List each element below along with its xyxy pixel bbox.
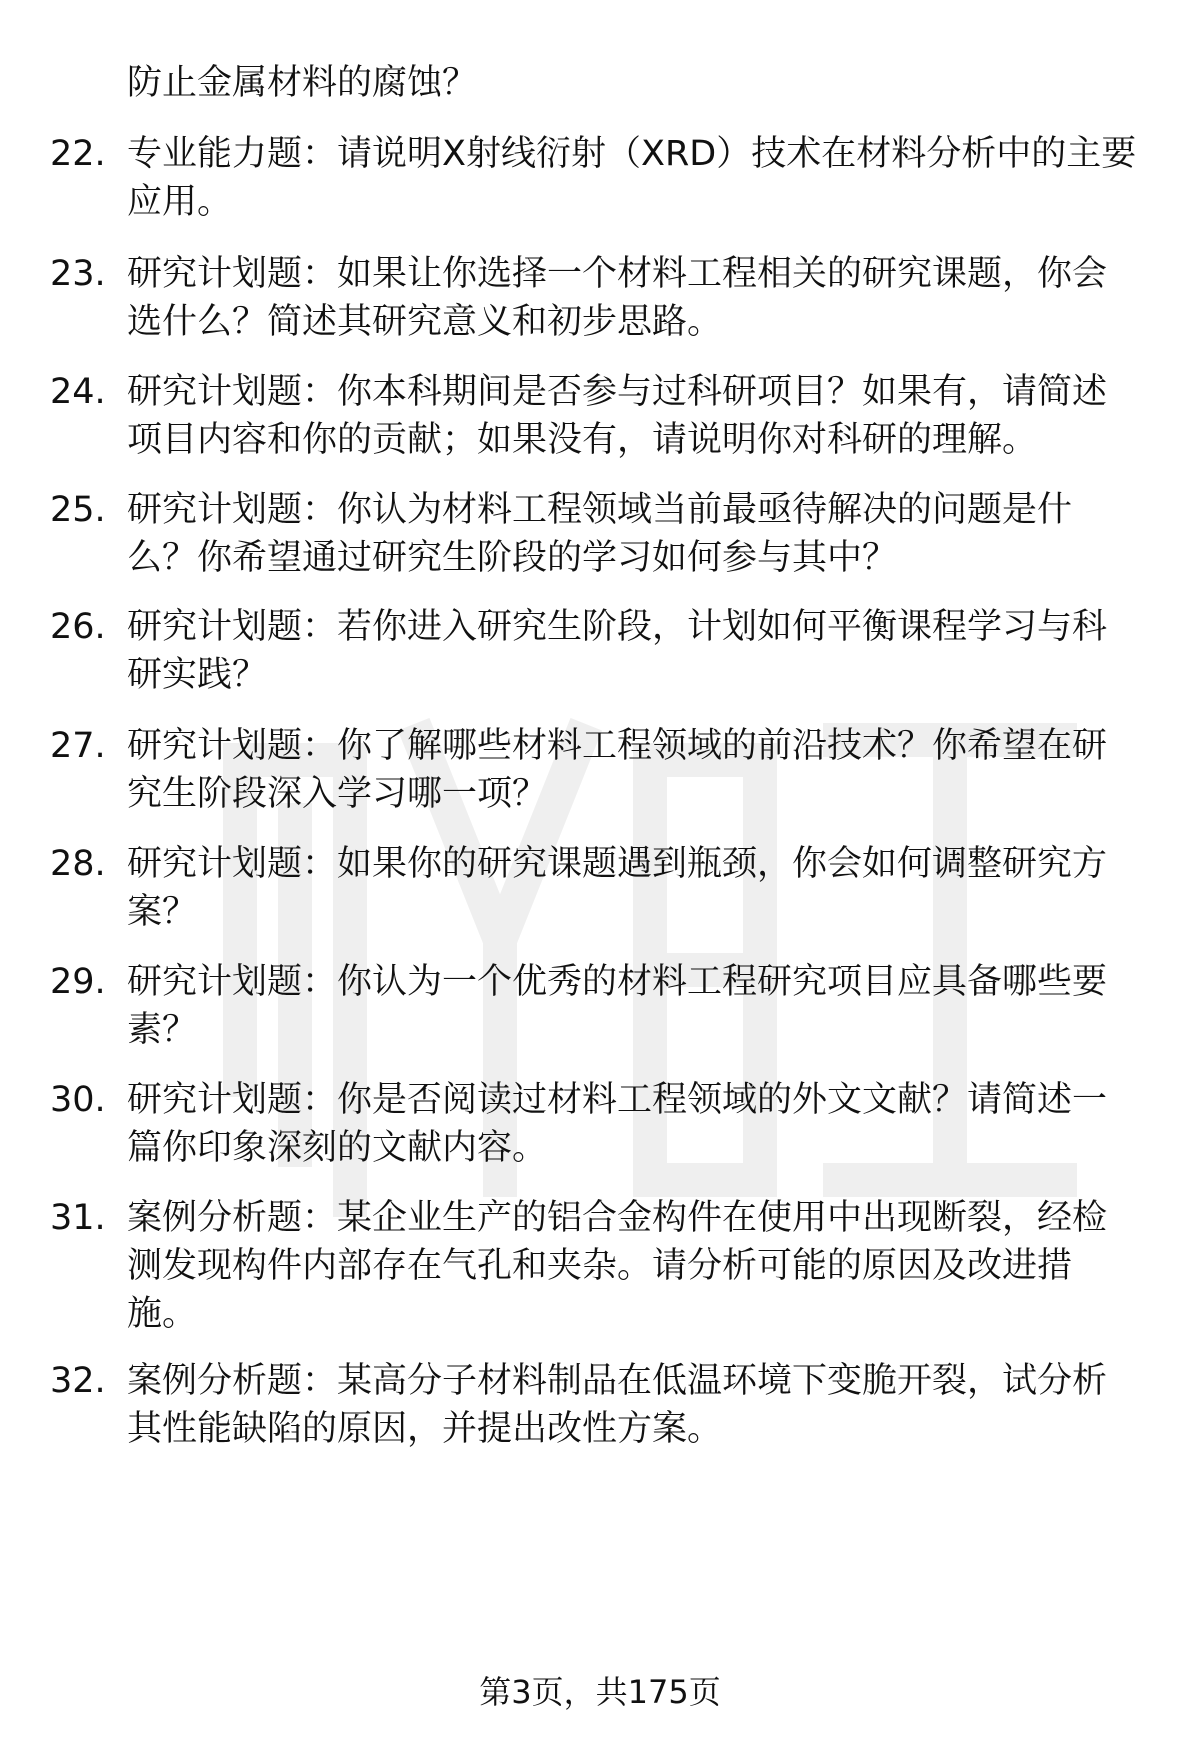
question-text: 案例分析题：某高分子材料制品在低温环境下变脆开裂，试分析其性能缺陷的原因，并提出改性方案。 [127,1361,1108,1449]
question-text: 案例分析题：某企业生产的铝合金构件在使用中出现断裂，经检测发现构件内部存在气孔和夹杂。请分析可能的原因及改进措施。 [127,1198,1108,1334]
question-number: 30. [50,1080,106,1120]
question-number: 25. [50,490,106,530]
question-number: 23. [50,254,106,294]
question-number: 24. [50,372,106,412]
page-footer: 第3页，共175页 [479,1673,721,1711]
question-number: 29. [50,962,106,1002]
question-text: 研究计划题：你是否阅读过材料工程领域的外文文献？请简述一篇你印象深刻的文献内容。 [127,1080,1108,1168]
question-text: 研究计划题：你本科期间是否参与过科研项目？如果有，请简述项目内容和你的贡献；如果没有，请说明你对科研的理解。 [127,372,1108,460]
question-text: 专业能力题：请说明X射线衍射（XRD）技术在材料分析中的主要应用。 [127,134,1137,222]
question-text: 研究计划题：你了解哪些材料工程领域的前沿技术？你希望在研究生阶段深入学习哪一项？ [127,726,1108,814]
question-number: 28. [50,844,106,884]
continuation-line: 防止金属材料的腐蚀？ [127,63,478,103]
question-text: 研究计划题：如果让你选择一个材料工程相关的研究课题，你会选什么？简述其研究意义和初步思路。 [127,254,1108,342]
question-number: 27. [50,726,106,766]
question-text: 研究计划题：如果你的研究课题遇到瓶颈，你会如何调整研究方案？ [127,844,1108,932]
question-text: 研究计划题：若你进入研究生阶段，计划如何平衡课程学习与科研实践？ [127,607,1108,695]
question-text: 研究计划题：你认为材料工程领域当前最亟待解决的问题是什么？你希望通过研究生阶段的学习如何参与其中？ [127,490,1073,578]
question-number: 26. [50,607,106,647]
question-number: 32. [50,1361,106,1401]
question-number: 22. [50,134,106,174]
question-number: 31. [50,1198,106,1238]
question-text: 研究计划题：你认为一个优秀的材料工程研究项目应具备哪些要素？ [127,962,1108,1050]
